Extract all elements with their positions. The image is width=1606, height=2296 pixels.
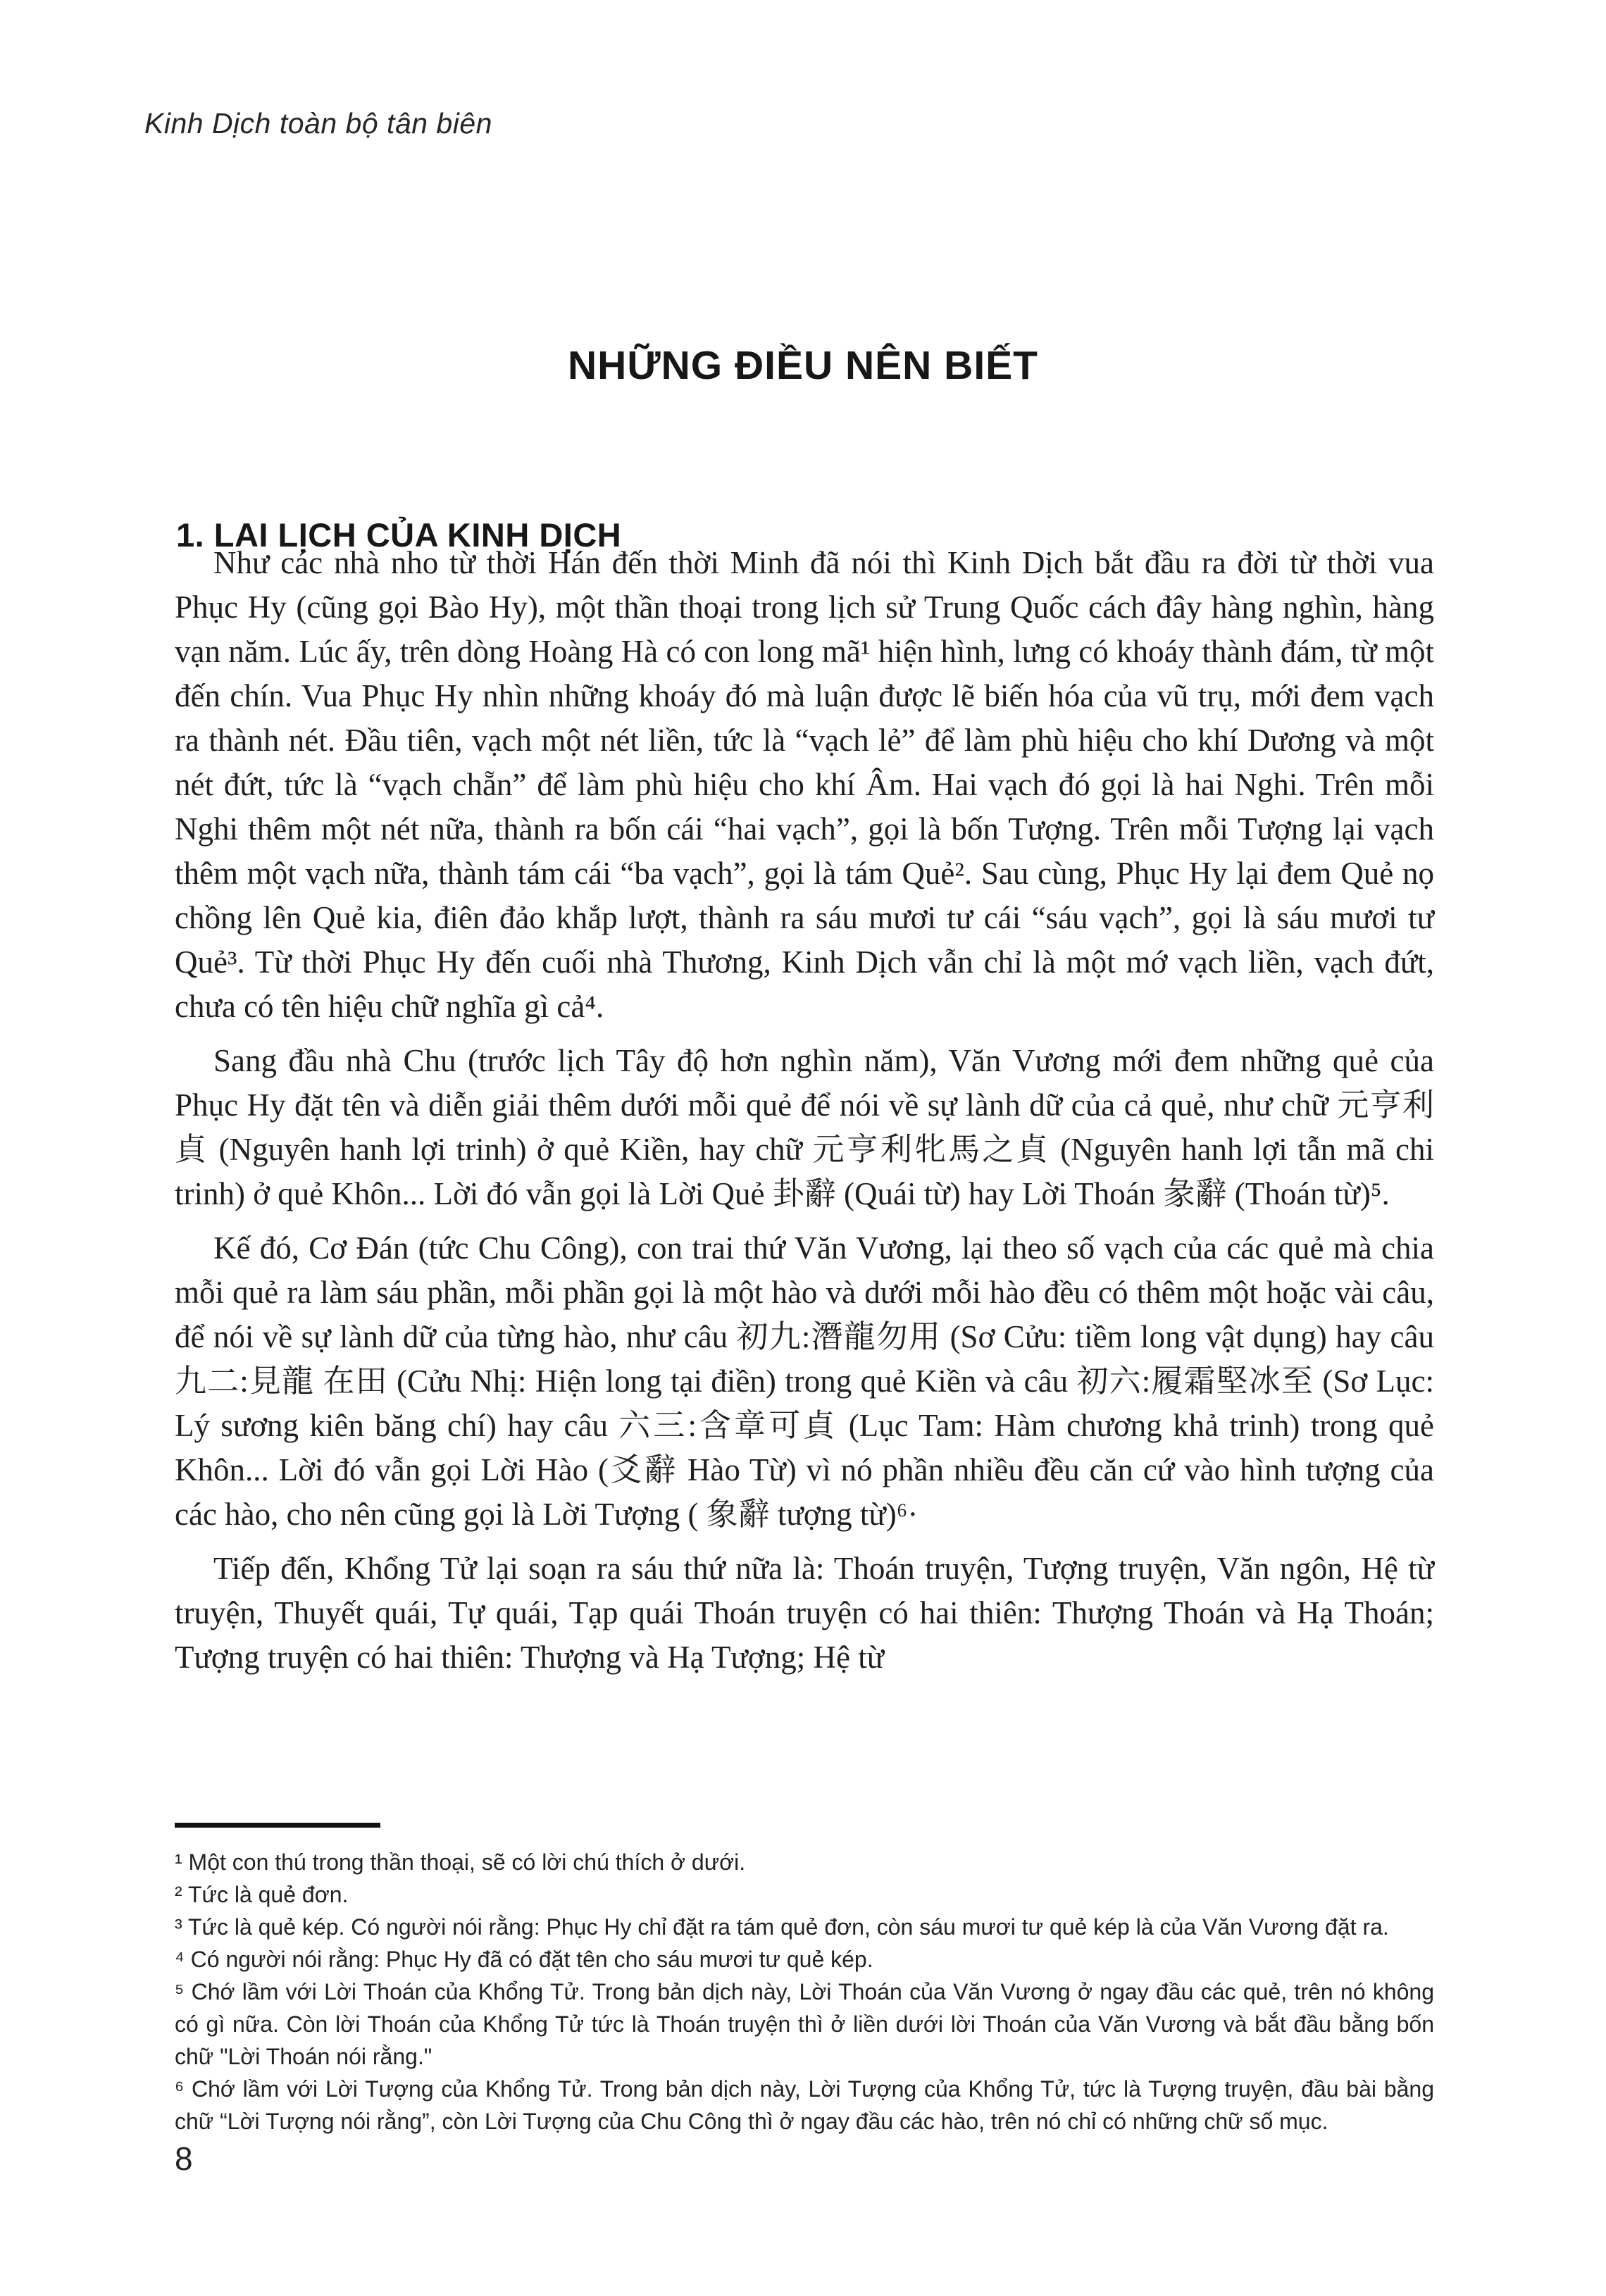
footnote-1: ¹ Một con thú trong thần thoại, sẽ có lời chú thích ở dưới. [175, 1849, 746, 1875]
running-header: Kinh Dịch toàn bộ tân biên [144, 107, 492, 139]
footnote-3: ³ Tức là quẻ kép. Có người nói rằng: Phục Hy chỉ đặt ra tám quẻ đơn, còn sáu mươi tư quẻ kép là của Văn Vương đặt ra. [175, 1914, 1389, 1940]
body-text [175, 541, 1434, 1680]
footnote-2: ² Tức là quẻ đơn. [175, 1882, 349, 1907]
body-paragraph-2: Sang đầu nhà Chu (trước lịch Tây độ hơn nghìn năm), Văn Vương mới đem những quẻ của Phục Hy đặt tên và diễn giải thêm dưới mỗi quẻ để nói về sự lành dữ của cả quẻ, như chữ 元亨利貞 (Nguyên hanh lợi trinh) ở quẻ Kiền, hay chữ 元亨利牝馬之貞 (Nguyên hanh lợi tẫn mã chi trinh) ở quẻ Khôn... Lời đó vẫn gọi là Lời Quẻ 卦辭 (Quái từ) hay Lời Thoán 彖辭 (Thoán từ)⁵. [175, 1043, 1434, 1211]
footnote-5: ⁵ Chớ lầm với Lời Thoán của Khổng Tử. Trong bản dịch này, Lời Thoán của Văn Vương ở ngay đầu các quẻ, trên nó không có gì nữa. Còn lời Thoán của Khổng Tử tức là Thoán truyện thì ở liền dưới lời Thoán của Văn Vương và bắt đầu bằng bốn chữ "Lời Thoán nói rằng." [175, 1979, 1434, 2069]
body-paragraph-4: Tiếp đến, Khổng Tử lại soạn ra sáu thứ nữa là: Thoán truyện, Tượng truyện, Văn ngôn, Hệ từ truyện, Thuyết quái, Tự quái, Tạp quái Thoán truyện có hai thiên: Thượng Thoán và Hạ Thoán; Tượng truyện có hai thiên: Thượng và Hạ Tượng; Hệ từ [175, 1551, 1434, 1675]
body-paragraph-3: Kế đó, Cơ Đán (tức Chu Công), con trai thứ Văn Vương, lại theo số vạch của các quẻ mà chia mỗi quẻ ra làm sáu phần, mỗi phần gọi là một hào và dưới mỗi hào đều có thêm một hoặc vài câu, để nói về sự lành dữ của từng hào, như câu 初九:潛龍勿用 (Sơ Cửu: tiềm long vật dụng) hay câu 九二:見龍 在田 (Cửu Nhị: Hiện long tại điền) trong quẻ Kiền và câu 初六:履霜堅冰至 (Sơ Lục: Lý sương kiên băng chí) hay câu 六三:含章可貞 (Lục Tam: Hàm chương khả trinh) trong quẻ Khôn... Lời đó vẫn gọi Lời Hào (爻辭 Hào Từ) vì nó phần nhiều đều căn cứ vào hình tượng của các hào, cho nên cũng gọi là Lời Tượng ( 象辭 tượng từ)⁶· [175, 1230, 1434, 1532]
page-title: NHỮNG ĐIỀU NÊN BIẾT [568, 343, 1038, 389]
page-number: 8 [175, 2140, 193, 2177]
footnote-divider [175, 1823, 380, 1828]
footnote-4: ⁴ Có người nói rằng: Phục Hy đã có đặt tên cho sáu mươi tư quẻ kép. [175, 1947, 873, 1972]
footnote-6: ⁶ Chớ lầm với Lời Tượng của Khổng Tử. Trong bản dịch này, Lời Tượng của Khổng Tử, tức là Tượng truyện, đầu bài bằng chữ “Lời Tượng nói rằng”, còn Lời Tượng của Chu Công thì ở ngay đầu các hào, trên nó chỉ có những chữ số mục. [175, 2076, 1434, 2134]
footnotes-block [175, 1823, 1434, 2138]
body-paragraph-1: Như các nhà nho từ thời Hán đến thời Minh đã nói thì Kinh Dịch bắt đầu ra đời từ thời vua Phục Hy (cũng gọi Bào Hy), một thần thoại trong lịch sử Trung Quốc cách đây hàng nghìn, hàng vạn năm. Lúc ấy, trên dòng Hoàng Hà có con long mã¹ hiện hình, lưng có khoáy thành đám, từ một đến chín. Vua Phục Hy nhìn những khoáy đó mà luận được lẽ biến hóa của vũ trụ, mới đem vạch ra thành nét. Đầu tiên, vạch một nét liền, tức là “vạch lẻ” để làm phù hiệu cho khí Dương và một nét đứt, tức là “vạch chẵn” để làm phù hiệu cho khí Âm. Hai vạch đó gọi là hai Nghi. Trên mỗi Nghi thêm một nét nữa, thành ra bốn cái “hai vạch”, gọi là bốn Tượng. Trên mỗi Tượng lại vạch thêm một vạch nữa, thành tám cái “ba vạch”, gọi là tám Quẻ². Sau cùng, Phục Hy lại đem Quẻ nọ chồng lên Quẻ kia, điên đảo khắp lượt, thành ra sáu mươi tư cái “sáu vạch”, gọi là sáu mươi tư Quẻ³. Từ thời Phục Hy đến cuối nhà Thương, Kinh Dịch vẫn chỉ là một mớ vạch liền, vạch đứt, chưa có tên hiệu chữ nghĩa gì cả⁴. [175, 545, 1434, 1024]
section-heading: 1. LAI LỊCH CỦA KINH DỊCH [176, 516, 622, 554]
